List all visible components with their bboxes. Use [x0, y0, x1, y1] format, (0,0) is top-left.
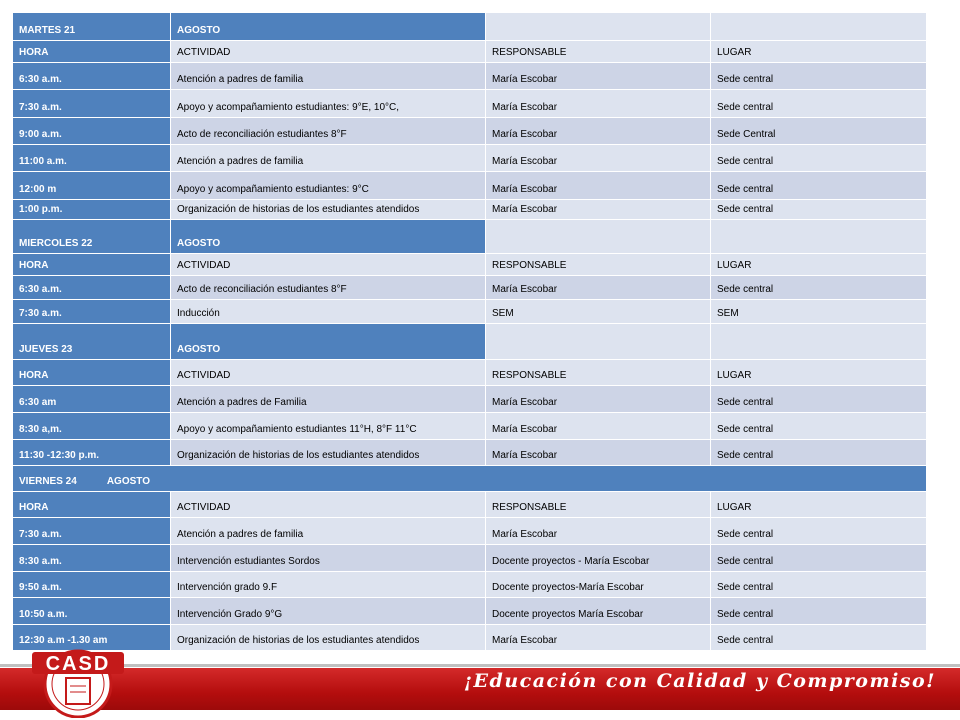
time-cell: 9:00 a.m. — [13, 118, 171, 145]
header-responsable: RESPONSABLE — [486, 492, 711, 518]
header-actividad: ACTIVIDAD — [171, 254, 486, 276]
place-cell: Sede central — [711, 413, 927, 440]
blank-cell — [486, 13, 711, 41]
header-responsable: RESPONSABLE — [486, 360, 711, 386]
time-cell: 8:30 a.m. — [13, 545, 171, 572]
time-cell: 11:00 a.m. — [13, 145, 171, 172]
time-cell: 6:30 a.m. — [13, 276, 171, 300]
time-cell: 7:30 a.m. — [13, 90, 171, 118]
header-actividad: ACTIVIDAD — [171, 41, 486, 63]
time-cell: 6:30 am — [13, 386, 171, 413]
place-cell: Sede central — [711, 276, 927, 300]
place-cell: Sede central — [711, 518, 927, 545]
place-cell: Sede central — [711, 145, 927, 172]
schedule-row — [13, 572, 927, 598]
day-label — [13, 466, 927, 492]
time-cell: 12:30 a.m -1.30 am — [13, 625, 171, 651]
place-cell: Sede central — [711, 545, 927, 572]
place-cell: Sede central — [711, 200, 927, 220]
responsible-cell: María Escobar — [486, 90, 711, 118]
schedule-row — [13, 300, 927, 324]
footer-banner — [0, 658, 960, 720]
responsible-cell: María Escobar — [486, 276, 711, 300]
activity-cell: Intervención Grado 9°G — [171, 598, 486, 625]
day-header-row — [13, 13, 927, 41]
schedule-row — [13, 200, 927, 220]
schedule-row — [13, 145, 927, 172]
activity-cell: Organización de historias de los estudiantes atendidos — [171, 625, 486, 651]
month-label: AGOSTO — [171, 220, 486, 254]
svg-text:CASD: CASD — [45, 653, 111, 675]
responsible-cell: María Escobar — [486, 413, 711, 440]
activity-cell: Apoyo y acompañamiento estudiantes: 9°E, 10°C, — [171, 90, 486, 118]
day-name: JUEVES 23 — [13, 324, 171, 360]
responsible-cell: María Escobar — [486, 625, 711, 651]
place-cell: Sede Central — [711, 118, 927, 145]
schedule-row — [13, 386, 927, 413]
blank-cell — [486, 220, 711, 254]
activity-cell: Atención a padres de Familia — [171, 386, 486, 413]
header-responsable: RESPONSABLE — [486, 254, 711, 276]
activity-cell: Atención a padres de familia — [171, 518, 486, 545]
header-lugar: LUGAR — [711, 360, 927, 386]
responsible-cell: María Escobar — [486, 145, 711, 172]
activity-cell: Acto de reconciliación estudiantes 8°F — [171, 118, 486, 145]
footer-divider — [0, 664, 960, 667]
place-cell: Sede central — [711, 572, 927, 598]
place-cell: SEM — [711, 300, 927, 324]
day-name: VIERNES 24 — [19, 476, 77, 487]
responsible-cell: Docente proyectos - María Escobar — [486, 545, 711, 572]
time-cell: 7:30 a.m. — [13, 300, 171, 324]
blank-cell — [711, 324, 927, 360]
header-hora: HORA — [13, 360, 171, 386]
activity-cell: Intervención estudiantes Sordos — [171, 545, 486, 572]
activity-cell: Intervención grado 9.F — [171, 572, 486, 598]
schedule-row — [13, 545, 927, 572]
schedule-row — [13, 413, 927, 440]
responsible-cell: María Escobar — [486, 172, 711, 200]
column-header-row — [13, 41, 927, 63]
header-responsable: RESPONSABLE — [486, 41, 711, 63]
day-header-row — [13, 466, 927, 492]
time-cell: 9:50 a.m. — [13, 572, 171, 598]
responsible-cell: María Escobar — [486, 118, 711, 145]
header-actividad: ACTIVIDAD — [171, 360, 486, 386]
column-header-row — [13, 254, 927, 276]
responsible-cell: María Escobar — [486, 440, 711, 466]
responsible-cell: María Escobar — [486, 386, 711, 413]
blank-cell — [711, 220, 927, 254]
footer-slogan: ¡Educación con Calidad y Compromiso! — [463, 670, 936, 692]
responsible-cell: María Escobar — [486, 518, 711, 545]
day-name: MARTES 21 — [13, 13, 171, 41]
responsible-cell: Docente proyectos-María Escobar — [486, 572, 711, 598]
header-actividad: ACTIVIDAD — [171, 492, 486, 518]
place-cell: Sede central — [711, 90, 927, 118]
responsible-cell: María Escobar — [486, 63, 711, 90]
header-hora: HORA — [13, 492, 171, 518]
schedule-row — [13, 63, 927, 90]
time-cell: 1:00 p.m. — [13, 200, 171, 220]
blank-cell — [486, 324, 711, 360]
time-cell: 11:30 -12:30 p.m. — [13, 440, 171, 466]
schedule-table — [12, 12, 927, 651]
responsible-cell: SEM — [486, 300, 711, 324]
activity-cell: Organización de historias de los estudiantes atendidos — [171, 440, 486, 466]
activity-cell: Apoyo y acompañamiento estudiantes: 9°C — [171, 172, 486, 200]
column-header-row — [13, 492, 927, 518]
schedule-row — [13, 90, 927, 118]
header-lugar: LUGAR — [711, 492, 927, 518]
schedule-row — [13, 276, 927, 300]
header-lugar: LUGAR — [711, 41, 927, 63]
column-header-row — [13, 360, 927, 386]
header-lugar: LUGAR — [711, 254, 927, 276]
casd-logo-icon — [28, 640, 128, 718]
responsible-cell: María Escobar — [486, 200, 711, 220]
place-cell: Sede central — [711, 386, 927, 413]
time-cell: 10:50 a.m. — [13, 598, 171, 625]
header-hora: HORA — [13, 254, 171, 276]
day-name: MIERCOLES 22 — [13, 220, 171, 254]
activity-cell: Organización de historias de los estudiantes atendidos — [171, 200, 486, 220]
place-cell: Sede central — [711, 172, 927, 200]
place-cell: Sede central — [711, 598, 927, 625]
time-cell: 8:30 a,m. — [13, 413, 171, 440]
activity-cell: Inducción — [171, 300, 486, 324]
activity-cell: Apoyo y acompañamiento estudiantes 11°H, 8°F 11°C — [171, 413, 486, 440]
schedule-row — [13, 625, 927, 651]
place-cell: Sede central — [711, 63, 927, 90]
schedule-row — [13, 440, 927, 466]
schedule-row — [13, 598, 927, 625]
month-label: AGOSTO — [171, 13, 486, 41]
schedule-row — [13, 518, 927, 545]
day-header-row — [13, 220, 927, 254]
schedule-row — [13, 172, 927, 200]
month-label: AGOSTO — [106, 476, 150, 487]
time-cell: 6:30 a.m. — [13, 63, 171, 90]
activity-cell: Atención a padres de familia — [171, 145, 486, 172]
blank-cell — [711, 13, 927, 41]
responsible-cell: Docente proyectos María Escobar — [486, 598, 711, 625]
schedule-row — [13, 118, 927, 145]
month-label: AGOSTO — [171, 324, 486, 360]
header-hora: HORA — [13, 41, 171, 63]
time-cell: 12:00 m — [13, 172, 171, 200]
activity-cell: Atención a padres de familia — [171, 63, 486, 90]
place-cell: Sede central — [711, 625, 927, 651]
time-cell: 7:30 a.m. — [13, 518, 171, 545]
day-header-row — [13, 324, 927, 360]
activity-cell: Acto de reconciliación estudiantes 8°F — [171, 276, 486, 300]
place-cell: Sede central — [711, 440, 927, 466]
